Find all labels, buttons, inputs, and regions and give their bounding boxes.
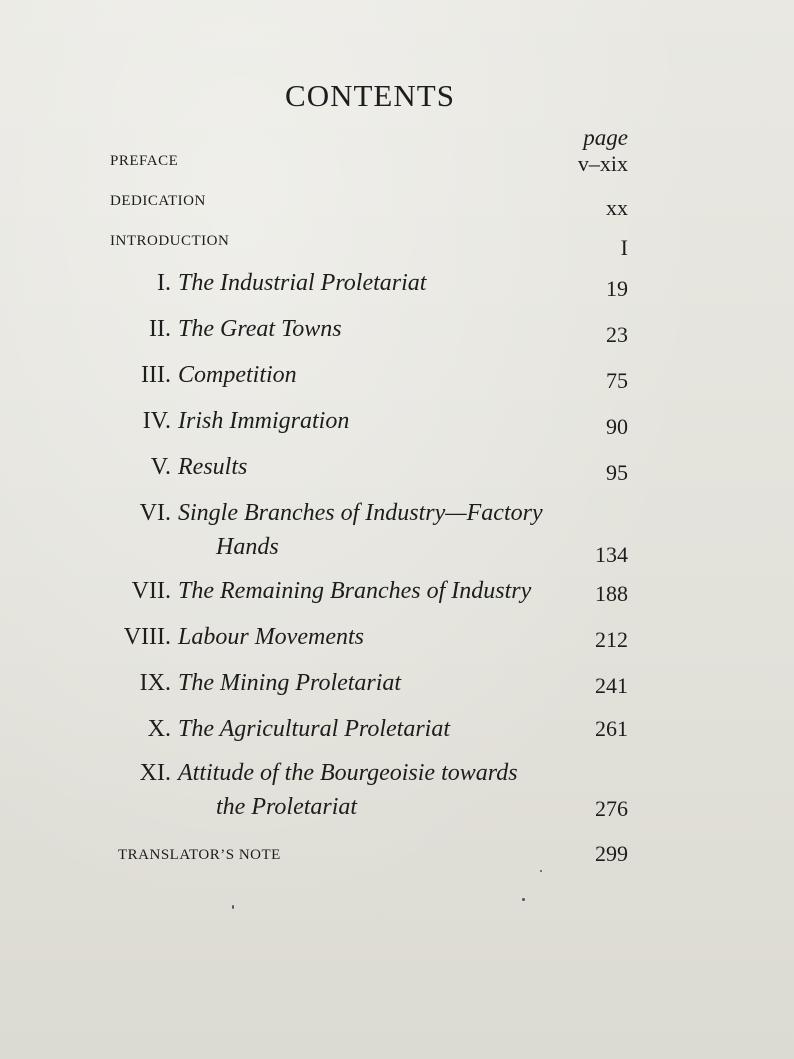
chapter-page: 134 xyxy=(595,542,628,567)
toc-chapter-1[interactable] xyxy=(0,270,794,306)
chapter-numeral: III. xyxy=(141,362,171,388)
toc-chapter-5[interactable] xyxy=(0,454,794,490)
page-column-label: page xyxy=(583,125,628,150)
chapter-title: The Mining Proletariat xyxy=(178,670,402,696)
chapter-numeral: IX. xyxy=(139,670,171,696)
chapter-page: 212 xyxy=(595,627,628,652)
chapter-page: 261 xyxy=(595,716,628,741)
chapter-title: Irish Immigration xyxy=(178,408,350,434)
chapter-numeral: IV. xyxy=(142,408,171,434)
toc-entry-introduction[interactable] xyxy=(0,233,794,269)
chapter-title: The Great Towns xyxy=(178,316,342,342)
toc-entry-label: DEDICATION xyxy=(110,193,206,209)
toc-entry-preface[interactable] xyxy=(0,153,794,189)
chapter-page: 241 xyxy=(595,673,628,698)
chapter-page: 188 xyxy=(595,581,628,606)
chapter-title: Single Branches of Industry—Factory xyxy=(178,500,543,526)
chapter-title: Competition xyxy=(178,362,297,388)
toc-entry-page: xx xyxy=(606,195,628,220)
toc-entry-page: v–xix xyxy=(577,151,628,176)
toc-chapter-8[interactable] xyxy=(0,624,794,660)
paper-speck xyxy=(232,905,234,909)
toc-chapter-2[interactable] xyxy=(0,316,794,352)
chapter-page: 75 xyxy=(606,368,628,393)
chapter-numeral: II. xyxy=(149,316,171,342)
chapter-page: 95 xyxy=(606,460,628,485)
toc-chapter-6[interactable] xyxy=(0,500,794,572)
chapter-title-continued: Hands xyxy=(216,534,279,560)
toc-entry-label: TRANSLATOR’S NOTE xyxy=(118,847,281,863)
chapter-title: Labour Movements xyxy=(178,624,364,650)
toc-entry-page: 299 xyxy=(595,841,628,866)
chapter-numeral: VIII. xyxy=(123,624,171,650)
toc-entry-label: PREFACE xyxy=(110,153,179,169)
chapter-title: Attitude of the Bourgeoisie towards xyxy=(178,760,518,786)
paper-speck xyxy=(522,898,525,901)
chapter-title-continued: the Proletariat xyxy=(216,794,358,820)
toc-chapter-11[interactable] xyxy=(0,760,794,832)
chapter-numeral: V. xyxy=(150,454,171,480)
chapter-numeral: I. xyxy=(157,270,171,296)
chapter-page: 90 xyxy=(606,414,628,439)
chapter-title: The Agricultural Proletariat xyxy=(178,716,451,742)
chapter-numeral: VI. xyxy=(139,500,171,526)
page-title: CONTENTS xyxy=(285,78,455,113)
chapter-title: The Industrial Proletariat xyxy=(178,270,427,296)
toc-entry-label: INTRODUCTION xyxy=(110,233,230,249)
toc-entry-translators-note[interactable] xyxy=(0,841,794,883)
toc-chapter-3[interactable] xyxy=(0,362,794,398)
chapter-title: Results xyxy=(178,454,248,480)
toc-entry-page: I xyxy=(620,235,628,260)
chapter-title: The Remaining Branches of Industry xyxy=(178,578,532,604)
toc-chapter-4[interactable] xyxy=(0,408,794,444)
chapter-numeral: VII. xyxy=(131,578,171,604)
toc-chapter-7[interactable] xyxy=(0,578,794,614)
paper-speck xyxy=(540,870,542,872)
chapter-page: 19 xyxy=(606,276,628,301)
chapter-numeral: XI. xyxy=(139,760,171,786)
toc-entry-dedication[interactable] xyxy=(0,193,794,229)
chapter-page: 23 xyxy=(606,322,628,347)
toc-chapter-10[interactable] xyxy=(0,716,794,752)
toc-chapter-9[interactable] xyxy=(0,670,794,706)
chapter-page: 276 xyxy=(595,796,628,821)
chapter-numeral: X. xyxy=(147,716,171,742)
